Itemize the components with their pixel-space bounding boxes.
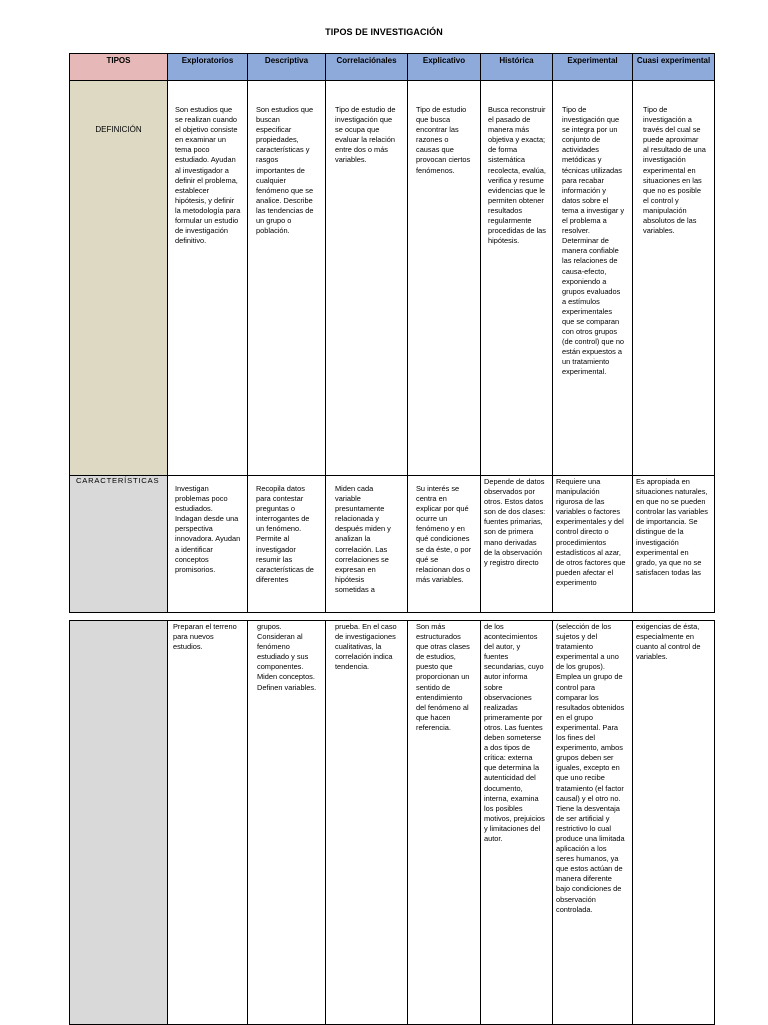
cell-caracteristicas-exploratorios: Investigan problemas poco estudiados. Indagan desde una perspectiva innovadora. Ayudan a identificar conceptos promisorios. bbox=[168, 476, 248, 613]
header-explicativo: Explicativo bbox=[408, 54, 481, 81]
research-types-table bbox=[69, 53, 715, 613]
cell-cont-cuasi-experimental: exigencias de ésta, especialmente en cuanto al control de variables. bbox=[633, 621, 715, 1025]
cell-cont-exploratorios: Preparan el terreno para nuevos estudios. bbox=[168, 621, 248, 1025]
cell-caracteristicas-experimental: Requiere una manipulación rigurosa de las variables o factores experimentales y del control directo o procedimientos estadísticos al azar, de otros factores que pueden afectar el experimento bbox=[553, 476, 633, 613]
cell-caracteristicas-historica: Depende de datos observados por otros. Estos datos son de dos clases: fuentes primarias, son de primera mano derivadas de la observación y registro directo bbox=[481, 476, 553, 613]
table-row-definicion bbox=[70, 81, 715, 476]
row-label-definicion: DEFINICIÓN bbox=[70, 81, 168, 476]
cell-definicion-explicativo: Tipo de estudio que busca encontrar las razones o causas que provocan ciertos fenómenos. bbox=[408, 81, 481, 476]
cell-definicion-descriptiva: Son estudios que buscan especificar propiedades, características y rasgos importantes de cualquier fenómeno que se analice. Describe las tendencias de un grupo o población. bbox=[248, 81, 326, 476]
cell-cont-experimental: (selección de los sujetos y del tratamiento experimental a uno de los grupos). Emplea un grupo de control para comparar los resultados obtenidos en el grupo experimental. Para los fines del experimento, ambos grupos deben ser iguales, excepto en que uno recibe tratamiento (el factor causal) y el otro no. Tiene la desventaja de ser artificial y restrictivo lo cual produce una limitada aplicación a los seres humanos, ya que estos actúan de manera diferente bajo condiciones de observación controlada. bbox=[553, 621, 633, 1025]
table-row-continuacion bbox=[70, 621, 715, 1025]
table-row-caracteristicas bbox=[70, 476, 715, 613]
cell-definicion-cuasi-experimental: Tipo de investigación a través del cual se puede aproximar al resultado de una investigación experimental en situaciones en las que no es posible el control y manipulación absolutos de las variables. bbox=[633, 81, 715, 476]
cell-definicion-historica: Busca reconstruir el pasado de manera más objetiva y exacta; de forma sistemática recolecta, evalúa, verifica y resume evidencias que le permiten obtener resultados regularmente procedidas de las hipótesis. bbox=[481, 81, 553, 476]
research-types-table-continued bbox=[69, 620, 715, 1025]
header-cuasi-experimental: Cuasi experimental bbox=[633, 54, 715, 81]
cell-caracteristicas-cuasi-experimental: Es apropiada en situaciones naturales, en que no se pueden controlar las variables de importancia. Se distingue de la investigación experimental en grado, ya que no se satisfacen todas las bbox=[633, 476, 715, 613]
page-title: TIPOS DE INVESTIGACIÓN bbox=[325, 27, 443, 37]
cell-caracteristicas-correlacionales: Miden cada variable presuntamente relacionada y después miden y analizan la correlación. Las correlaciones se expresan en hipótesis sometidas a bbox=[326, 476, 408, 613]
row-label-continuacion bbox=[70, 621, 168, 1025]
header-row bbox=[70, 54, 715, 81]
header-descriptiva: Descriptiva bbox=[248, 54, 326, 81]
header-exploratorios: Exploratorios bbox=[168, 54, 248, 81]
row-label-caracteristicas: CARACTERÍSTICAS bbox=[70, 476, 168, 613]
header-experimental: Experimental bbox=[553, 54, 633, 81]
cell-definicion-experimental: Tipo de investigación que se integra por un conjunto de actividades metódicas y técnicas utilizadas para recabar información y datos sobre el tema a investigar y el problema a resolver. Determinar de manera confiable las relaciones de causa-efecto, exponiendo a grupos evaluados a estímulos experimentales que se comparan con otros grupos (de control) que no están expuestos a un tratamiento experimental. bbox=[553, 81, 633, 476]
cell-cont-explicativo: Son más estructurados que otras clases de estudios, puesto que proporcionan un sentido de entendimiento del fenómeno al que hacen referencia. bbox=[408, 621, 481, 1025]
cell-definicion-correlacionales: Tipo de estudio de investigación que se ocupa que evaluar la relación entre dos o más variables. bbox=[326, 81, 408, 476]
header-historica: Histórica bbox=[481, 54, 553, 81]
cell-definicion-exploratorios: Son estudios que se realizan cuando el objetivo consiste en examinar un tema poco estudiado. Ayudan al investigador a definir el problema, establecer hipótesis, y definir la metodología para formular un estudio de investigación definitivo. bbox=[168, 81, 248, 476]
cell-caracteristicas-explicativo: Su interés se centra en explicar por qué ocurre un fenómeno y en qué condiciones se da éste, o por qué se relacionan dos o más variables. bbox=[408, 476, 481, 613]
cell-cont-correlacionales: prueba. En el caso de investigaciones cualitativas, la correlación indica tendencia. bbox=[326, 621, 408, 1025]
cell-cont-historica: de los acontecimientos del autor, y fuentes secundarias, cuyo autor informa sobre observaciones realizadas primeramente por otros. Las fuentes deben someterse a dos tipos de crítica: externa que determina la autenticidad del documento, interna, examina los posibles motivos, prejuicios y limitaciones del autor. bbox=[481, 621, 553, 1025]
cell-caracteristicas-descriptiva: Recopila datos para contestar preguntas o interrogantes de un fenómeno. Permite al investigador resumir las características de diferentes bbox=[248, 476, 326, 613]
header-tipos: TIPOS bbox=[70, 54, 168, 81]
cell-cont-descriptiva: grupos. Consideran al fenómeno estudiado y sus componentes. Miden conceptos. Definen variables. bbox=[248, 621, 326, 1025]
header-correlacionales: Correlaciónales bbox=[326, 54, 408, 81]
